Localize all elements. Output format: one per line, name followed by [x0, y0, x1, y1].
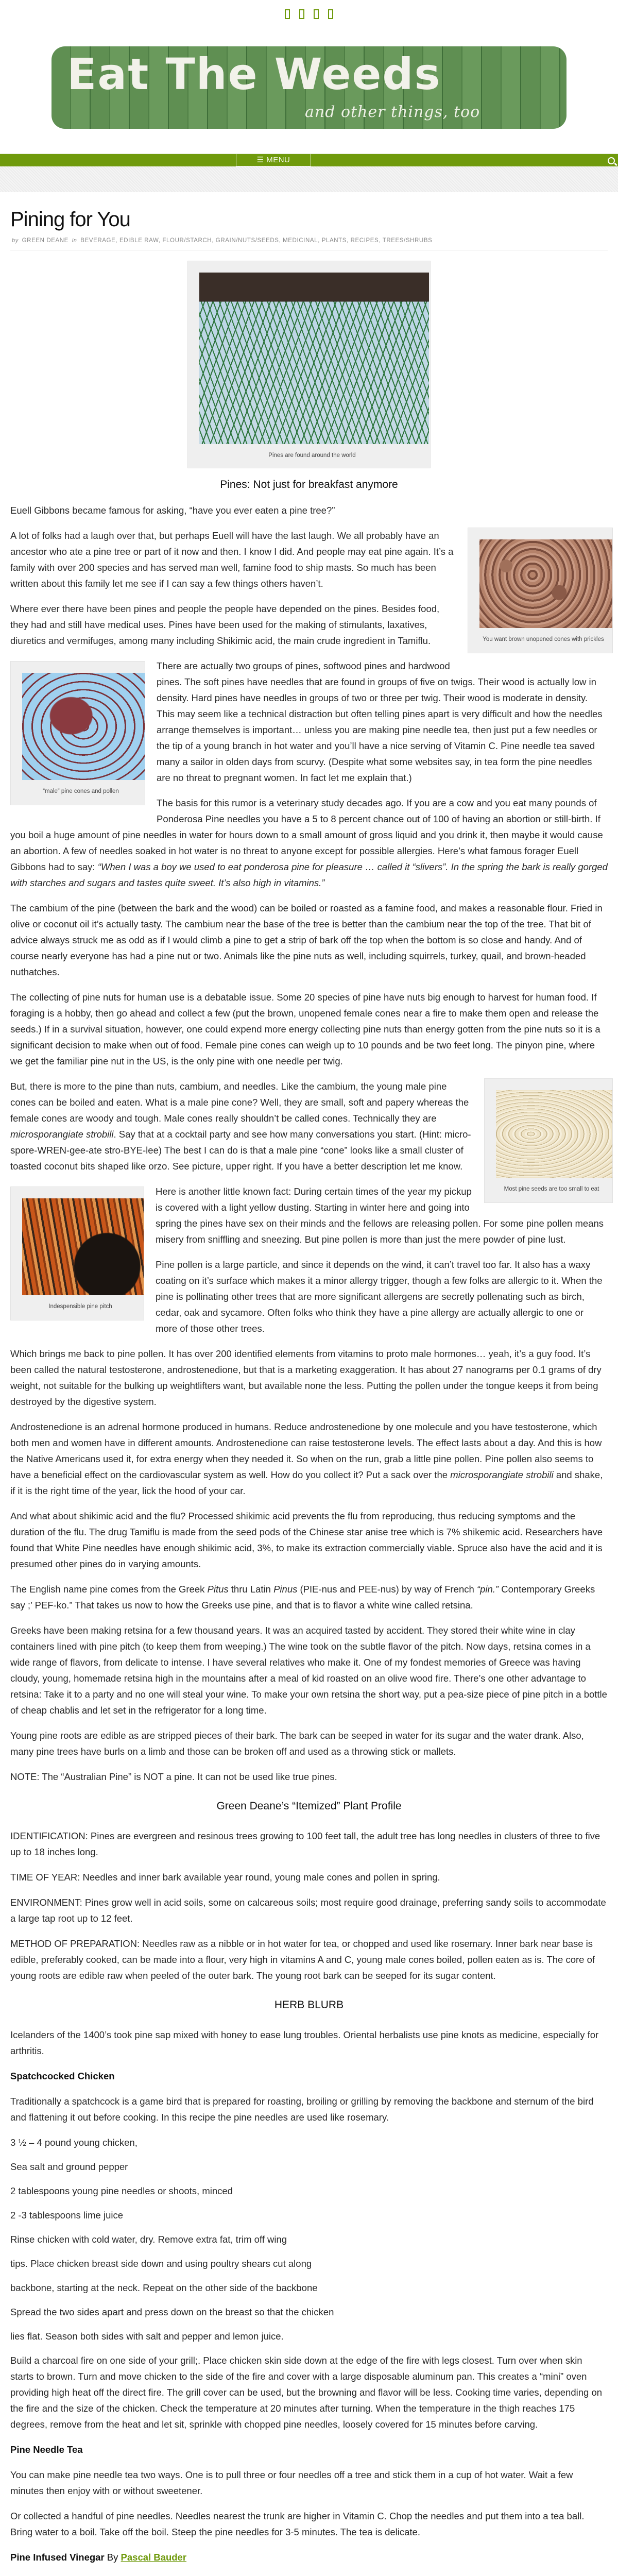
paragraph [10, 1419, 608, 1499]
text-segment: Pine Infused Vinegar [10, 2552, 105, 2563]
text-segment: Spatchcocked Chicken [10, 2071, 115, 2081]
text-segment: Pine pollen is a large particle, and since it depends on the wind, it can’t travel too far. It also has a waxy coating on it’s surface which makes it a minor allergy trigger, though a few folks are allergic to it. When the pine is pollinating other trees that are more significant allergens are secretly pollenating such as birch, cedar, oak and sycamore. Often folks who think they have a pine allergy are actually allergic to one or more of those other trees. [156, 1259, 603, 1334]
author-link[interactable]: Pascal Bauder [121, 2552, 187, 2563]
text-segment: Or collected a handful of pine needles. Needles nearest the trunk are higher in Vitamin C. Chop the needles and put them into a tea ball. Bring water to a boil. Take off the boil. Steep the pine needles for 3-5 minutes. The tea is delicate. [10, 2511, 585, 2537]
search-icon[interactable] [608, 157, 615, 164]
text-segment: microsporangiate strobili [10, 1129, 114, 1140]
text-segment: Which brings me back to pine pollen. It has over 200 identified elements from vitamins to proto male hormones… yeah, it’s a guy food. It’s been called the natural testosterone, androstenedione, but that is a marketing exaggeration. It has about 27 nanograms per 0.1 grams of dry weight, not suitable for the bulking up weightlifters want, but available none the less. Putting the pollen under the tongue keeps it from being destroyed by the digestive system. [10, 1348, 602, 1407]
paragraph [10, 1508, 608, 1572]
text-segment: lies flat. Season both sides with salt and pepper and lemon juice. [10, 2331, 284, 2342]
paragraph [10, 2467, 608, 2499]
text-segment: The collecting of pine nuts for human use is a debatable issue. Some 20 species of pine have nuts big enough to harvest for human food. If foraging is a hobby, then go ahead and collect a few (put the brown, unopened female cones near a fire to make them open and release the seeds.) If in a survival situation, however, one could expend more energy collecting pine nuts than energy gotten from the pine nuts so it is a significant decision to make when out of food. Female pine cones can weigh up to 10 pounds and be two feet long. The pinyon pine, where we get the familiar pine nut in the US, is the only pine with one needle per twig. [10, 992, 600, 1066]
figure-cones [468, 528, 613, 653]
text-segment: Traditionally a spatchcock is a game bird that is prepared for roasting, broiling or grilling by removing the backbone and sternum of the bird and flattening it out before cooking. In this recipe the pine needles are used like rosemary. [10, 2096, 594, 2123]
text-segment: And what about shikimic acid and the flu? Processed shikimic acid prevents the flu from reproducing, thus reducing symptoms and the duration of the flu. The drug Tamiflu is made from the seed pods of the Chinese star anise tree which is 7% shikemic acid. Researchers have found that White Pine needles have enough shikimic acid, 3%, to make its extraction commercially viable. Spruce also have the acid and it is presumed other pines do in varying amounts. [10, 1511, 603, 1569]
text-segment: Where ever there have been pines and people the people have depended on the pines. Besides food, they had and still have medical uses. Pines have been used for the making of stimulants, laxatives, diuretics and vermifuges, among many including Shikimic acid, the main crude ingredient in Tamiflu. [10, 603, 440, 646]
text-segment: The basis for this rumor is a veterinary study decades ago. If you are a cow and you eat many pounds of Ponderosa Pine needles you have a 5 to 8 percent chance out of 100 of having an abortion or still-birth. If you boil a huge amount of pine needles in water for hours down to a small amount of gross liquid and you drink it, then maybe it would cause an abortion. A few of needles soaked in hot water is no threat to anyone except for possible allergies. Here’s what famous forager Euell Gibbons had to say: [10, 798, 603, 872]
male-image[interactable] [22, 673, 145, 780]
text-segment: . Say that at a cocktail party and see how many conversations you start. (Hint: micro-spore-WREN-gee-ate stro-BYE-lee) The best I can do is that a male pine “cone” looks like a small cluster of toasted coconut bits shaped like orzo. See picture, upper right. If you have a better description let me know. [10, 1129, 471, 1172]
social-icon-4[interactable] [328, 9, 333, 19]
paragraph [10, 2328, 608, 2344]
text-segment: tips. Place chicken breast side down and using poultry shears cut along [10, 2258, 312, 2269]
social-icon-3[interactable] [314, 9, 319, 19]
page-title: Pining for You [10, 208, 130, 231]
paragraph [10, 2093, 608, 2125]
text-segment: Androstenedione is an adrenal hormone produced in humans. Reduce androstenedione by one molecule and you have testosterone, which both men and women have in different amounts. Androstenedione can raise testosterone levels. The effect lasts about a day. And this is how the Native Americans used it, for extra energy when they needed it. So when on the run, grab a little pine pollen. Pine pollen also seems to have a beneficial effect on the cardiovascular system as well. How do you collect it? Put a sack over the [10, 1421, 602, 1480]
figure-caption: Indespensible pine pitch [48, 1303, 112, 1310]
paragraph [10, 2508, 608, 2540]
paragraph [10, 2352, 608, 2432]
text-segment: NOTE: The “Australian Pine” is NOT a pine. It can not be used like true pines. [10, 1771, 337, 1782]
social-links [0, 0, 618, 46]
section-heading [10, 2068, 608, 2084]
social-icon-1[interactable] [285, 9, 290, 19]
text-segment: TIME OF YEAR: Needles and inner bark available year round, young male cones and pollen in spring. [10, 1872, 440, 1883]
text-segment: IDENTIFICATION: Pines are evergreen and resinous trees growing to 100 feet tall, the adult tree has long needles in clusters of three to five up to 18 inches long. [10, 1831, 600, 1857]
text-segment: Build a charcoal fire on one side of your grill;. Place chicken skin side down at the edge of the fire with legs closest. Turn over when skin starts to brown. Turn and move chicken to the side of the fire and cover with a large disposable aluminum pan. This creates a “mini” oven providing high heat off the direct fire. The grill cover can be used, but the browning and flavor will be less. Cooking time varies, depending on the fire and the size of the chicken. Check the temperature at 20 minutes after turning. When the temperature in the thigh reaches 175 degrees, remove from the heat and let sit, sprinkle with chopped pine needles, loosely covered for 15 minutes before carving. [10, 2355, 603, 2430]
text-segment: Euell Gibbons became famous for asking, “have you ever eaten a pine tree?” [10, 505, 335, 516]
paragraph [10, 2207, 608, 2223]
text-segment: 2 -3 tablespoons lime juice [10, 2210, 124, 2221]
text-segment: Rinse chicken with cold water, dry. Remove extra fat, trim off wing [10, 2234, 287, 2245]
paragraph [10, 502, 608, 518]
text-segment: “pin.” [476, 1584, 499, 1595]
figure-needles [187, 261, 431, 468]
paragraph [10, 2183, 608, 2199]
paragraph [10, 1769, 608, 1785]
text-segment: Icelanders of the 1400’s took pine sap mixed with honey to ease lung troubles. Oriental herbalists use pine knots as medicine, especially for arthritis. [10, 2029, 599, 2056]
needles-image[interactable] [199, 273, 429, 444]
text-segment: But, there is more to the pine than nuts, cambium, and needles. Like the cambium, the young male pine cones can be boiled and eaten. What is a male pine cone? Well, they are small, soft and papery whereas the female cones are woody and tough. Male cones really shouldn’t be called cones. Technically they are [10, 1081, 469, 1124]
paragraph [10, 2280, 608, 2296]
text-segment: There are actually two groups of pines, softwood pines and hardwood pines. The soft pines have needles that are found in groups of five on twigs. Their wood is actually low in density. Hard pines have needles in groups of two or three per twig. Their wood is moderate in density. This may seem like a technical distraction but often telling pines apart is very difficult and how the needles arrange themselves is important… unless you are making pine needle tea, then just put a few needles or the tip of a young branch in hot water and you’ll have a nice serving of Vitamin C. Pine needle tea saved many a sailor in olden days from scurvy. (Despite what some websites say, in tea form the pine needles are no threat to pregnant women. In fact let me explain that.) [157, 660, 603, 783]
text-segment: Here is another little known fact: During certain times of the year my pickup is covered with a light yellow dusting. Starting in winter here and going into spring the pines have sex on their minds and the fellows are releasing pollen. For some pine pollen means misery from sniffling and sneezing. But pine pollen is more than just the mere powder of pine lust. [156, 1186, 604, 1245]
author-link[interactable]: GREEN DEANE [22, 238, 68, 244]
paragraph [10, 1727, 608, 1759]
text-segment: The cambium of the pine (between the bark and the wood) can be boiled or roasted as a famine food, and makes a reasonable flour. Fried in olive or coconut oil it’s actually tasty. The cambium near the base of the tree is better than the cambium near the top of the tree. That bit of advice always struck me as odd as if I would climb a pine to get a strip of bark off the top when the bottom is so close and handy. And of course nearly everyone has had a pine nut or two. Animals like the pine nuts as well, including squirrels, turkey, quail, and brown-headed nuthatches. [10, 903, 603, 977]
paragraph [10, 1622, 608, 1718]
pitch-image[interactable] [22, 1198, 144, 1295]
paragraph [10, 2231, 608, 2247]
paragraph [10, 1936, 608, 1984]
decorative-band [0, 166, 618, 192]
text-segment: Pinus [273, 1584, 298, 1595]
social-icon-2[interactable] [299, 9, 304, 19]
figure-seeds [484, 1078, 613, 1203]
text-segment: microsporangiate strobili [450, 1469, 554, 1480]
section-heading [10, 1799, 608, 1814]
main-nav [0, 154, 618, 166]
byline [10, 236, 608, 250]
site-logo[interactable] [52, 46, 566, 129]
menu-button[interactable]: ☰ MENU [236, 154, 311, 166]
by-label: by [12, 238, 19, 244]
site-header [0, 0, 618, 192]
figure-caption: Pines are found around the world [268, 452, 356, 459]
figure-caption: You want brown unopened cones with prickles [483, 636, 604, 642]
section-heading [10, 1998, 608, 2012]
text-segment: 3 ½ – 4 pound young chicken, [10, 2137, 138, 2148]
paragraph [10, 2134, 608, 2150]
figure-pitch [10, 1187, 144, 1320]
seeds-image[interactable] [496, 1090, 612, 1178]
in-label: in [72, 238, 77, 244]
text-segment: A lot of folks had a laugh over that, but perhaps Euell will have the last laugh. We all probably have an ancestor who ate a pine tree or part of it now and then. I know I did. And people may eat pine again. It’s a family with over 200 species and has served man well, famine food to ship masts. So much has been written about this family let me see if I can say a few things others haven’t. [10, 530, 454, 589]
paragraph [10, 2027, 608, 2059]
text-segment: 2 tablespoons young pine needles or shoots, minced [10, 2185, 233, 2196]
text-segment: Spread the two sides apart and press down on the breast so that the chicken [10, 2307, 334, 2317]
text-segment: Sea salt and ground pepper [10, 2161, 128, 2172]
text-segment: “When I was a boy we used to eat ponderosa pine for pleasure … called it “slivers”. In the spring the bark is really gorged with starches and sugars and tastes quite sweet. It’s also high in vitamins.” [10, 861, 608, 888]
logo-title: Eat The Weeds [67, 49, 441, 99]
text-segment: HERB BLURB [274, 1999, 344, 2011]
text-segment: The English name pine comes from the Greek [10, 1584, 208, 1595]
paragraph [10, 989, 608, 1069]
paragraph [10, 2304, 608, 2320]
text-segment: Young pine roots are edible as are stripped pieces of their bark. The bark can be seeped in water for its sugar and the water drank. Also, many pine trees have burls on a limb and those can be broken off and used as a throwing stick or mallets. [10, 1730, 584, 1757]
paragraph [10, 2256, 608, 2272]
category-links[interactable]: BEVERAGE, EDIBLE RAW, FLOUR/STARCH, GRAIN/NUTS/SEEDS, MEDICINAL, PLANTS, RECIPES, TREES/SHRUBS [80, 238, 433, 244]
text-segment: backbone, starting at the neck. Repeat on the other side of the backbone [10, 2282, 318, 2293]
text-segment: By [104, 2552, 121, 2563]
text-segment: thru Latin [228, 1584, 274, 1595]
paragraph [10, 1894, 608, 1926]
article-body [10, 250, 608, 2565]
paragraph [10, 900, 608, 980]
text-segment: Pitus [207, 1584, 229, 1595]
article [0, 208, 618, 2574]
text-segment: METHOD OF PREPARATION: Needles raw as a nibble or in hot water for tea, or chopped and used like rosemary. Inner bark near base is edible, preferably cooked, can be made into a flour, very high in vitamins A and C, young male cones boiled, pollen eaten as is. The core of young roots are edible raw when peeled of the outer bark. The young root bark can be seeped for its sugar content. [10, 1938, 595, 1981]
paragraph [10, 1828, 608, 1860]
text-segment: Greeks have been making retsina for a few thousand years. It was an acquired tasted by accident. They stored their white wine in clay containers lined with pine pitch (to keep them from weeping.) The wine took on the subtle flavor of the pitch. Now days, retsina comes in a wide range of flavors, from delicate to intense. I have several relatives who make it. One of my fondest memories of Greece was having cloudy, young, homemade retsina high in the mountains after a meal of kid roasted on an olive wood fire. There’s one other advantage to retsina: Take it to a party and no one will steal your wine. To make your own retsina the short way, put a pea-size piece of pine pitch in a bottle of cheap chablis and let set in the refrigerator for a long time. [10, 1625, 607, 1716]
text-segment: Contemporary Greeks say ;’ PEF-ko.” That takes us now to how the Greeks use pine, and that is to flavor a white wine called retsina. [10, 1584, 595, 1611]
figure-male [10, 661, 145, 805]
paragraph [10, 1346, 608, 1410]
text-segment: (PIE-nus and PEE-nus) by way of French [297, 1584, 477, 1595]
text-segment: Green Deane’s “Itemized” Plant Profile [216, 1800, 402, 1812]
text-segment: ENVIRONMENT: Pines grow well in acid soils, some on calcareous soils; most require good drainage, preferring sandy soils to accommodate a large tap root up to 12 feet. [10, 1897, 606, 1924]
paragraph [10, 795, 608, 891]
text-segment: You can make pine needle tea two ways. One is to pull three or four needles off a tree and stick them in a cup of hot water. Wait a few minutes then enjoy with or without sweetener. [10, 2469, 573, 2496]
section-heading [10, 478, 608, 492]
paragraph [10, 1869, 608, 1885]
figure-caption: Most pine seeds are too small to eat [504, 1186, 599, 1192]
logo-tagline: and other things, too [305, 103, 480, 121]
text-segment: Pines: Not just for breakfast anymore [220, 479, 398, 490]
figure-caption: “male” pine cones and pollen [43, 788, 119, 794]
paragraph [10, 1581, 608, 1613]
cones-image[interactable] [479, 539, 612, 628]
text-segment: and shake, if it is the right time of the year, lick the hood of your car. [10, 1469, 603, 1496]
section-heading [10, 2549, 608, 2565]
text-segment: Pine Needle Tea [10, 2444, 83, 2455]
section-heading [10, 2442, 608, 2458]
paragraph [10, 2159, 608, 2175]
